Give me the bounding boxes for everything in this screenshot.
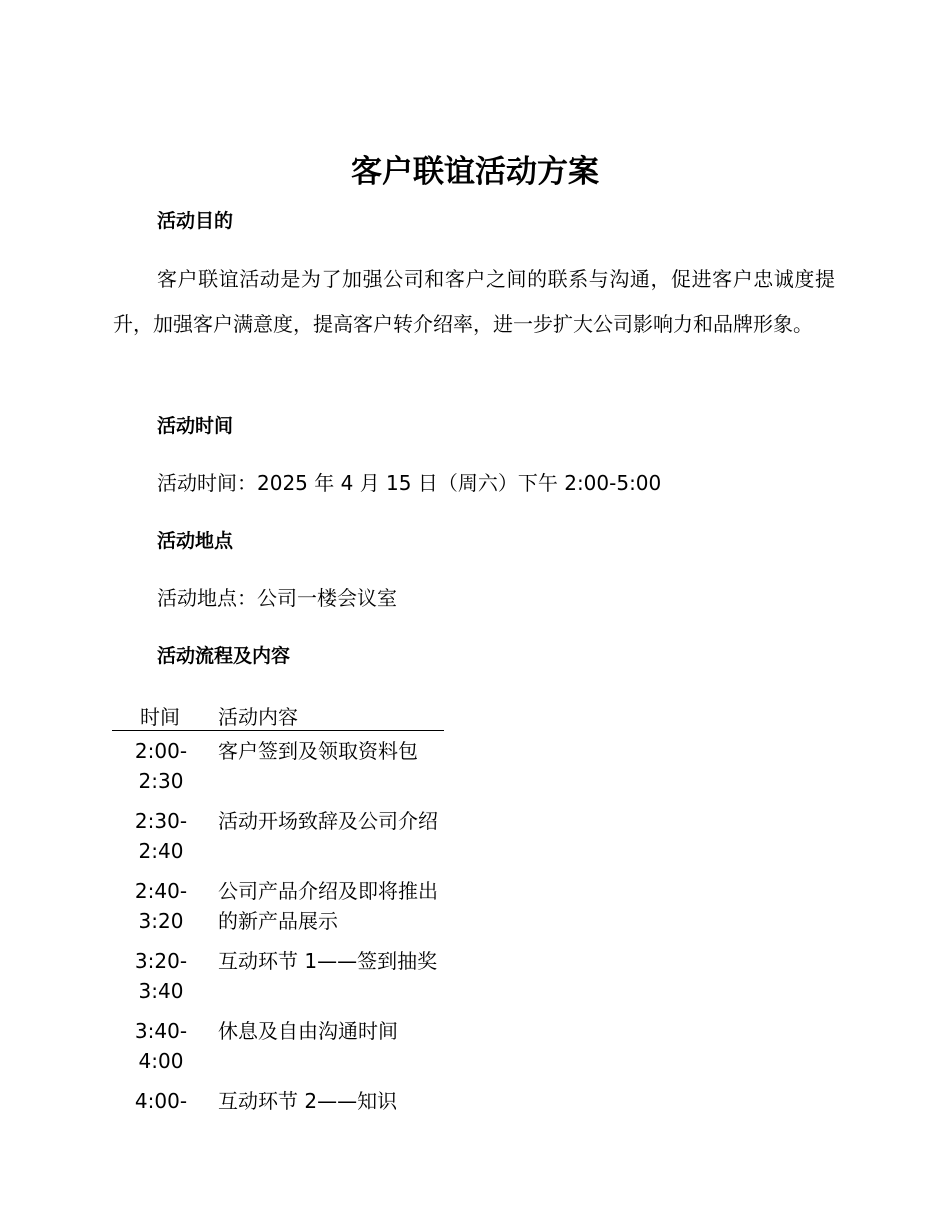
- page-title: 客户联谊活动方案: [351, 154, 599, 190]
- schedule-table: [112, 700, 444, 1121]
- time-cell: [112, 731, 208, 802]
- paragraph-purpose: 客户联谊活动是为了加强公司和客户之间的联系与沟通，促进客户忠诚度提升，加强客户满意度，提高客户转介绍率，进一步扩大公司影响力和品牌形象。: [113, 267, 835, 336]
- time-start: 2:30-: [134, 809, 188, 833]
- time-start: 4:00-: [134, 1089, 188, 1113]
- time-cell: [112, 1011, 208, 1081]
- content-cell: 互动环节 2——知识: [218, 1089, 398, 1113]
- time-text: 活动时间：2025 年 4 月 15 日（周六）下午 2:00-5:00: [157, 471, 662, 495]
- heading-time: 活动时间: [157, 415, 234, 437]
- table-row: [112, 871, 444, 941]
- time-cell: [112, 801, 208, 871]
- content-cell: 客户签到及领取资料包: [218, 739, 418, 763]
- time-start: 3:20-: [134, 949, 188, 973]
- table-row: [112, 1011, 444, 1081]
- content-cell: 公司产品介绍及即将推出的新产品展示: [218, 879, 438, 933]
- time-start: 3:40-: [134, 1019, 188, 1043]
- content-cell: 互动环节 1——签到抽奖: [218, 949, 438, 973]
- time-cell: [112, 871, 208, 941]
- heading-location: 活动地点: [157, 530, 234, 552]
- column-header-time: 时间: [140, 704, 180, 729]
- content-cell: 休息及自由沟通时间: [218, 1019, 398, 1043]
- time-end: 3:40: [138, 979, 184, 1003]
- time-end: 3:20: [138, 909, 184, 933]
- time-end: 4:00: [138, 1049, 184, 1073]
- heading-purpose: 活动目的: [157, 210, 234, 232]
- table-header-row: [112, 700, 444, 731]
- table-row: [112, 941, 444, 1011]
- table-row: [112, 1081, 444, 1121]
- location-text: 活动地点：公司一楼会议室: [157, 586, 397, 610]
- heading-schedule: 活动流程及内容: [157, 645, 291, 667]
- time-start: 2:40-: [134, 879, 188, 903]
- time-cell: [112, 1081, 208, 1121]
- time-start: 2:00-: [134, 739, 188, 763]
- time-cell: [112, 941, 208, 1011]
- content-cell: 活动开场致辞及公司介绍: [218, 809, 438, 833]
- table-row: [112, 801, 444, 871]
- time-end: 2:40: [138, 839, 184, 863]
- time-end: 2:30: [138, 769, 184, 793]
- column-header-content: 活动内容: [218, 704, 298, 729]
- table-row: [112, 731, 444, 802]
